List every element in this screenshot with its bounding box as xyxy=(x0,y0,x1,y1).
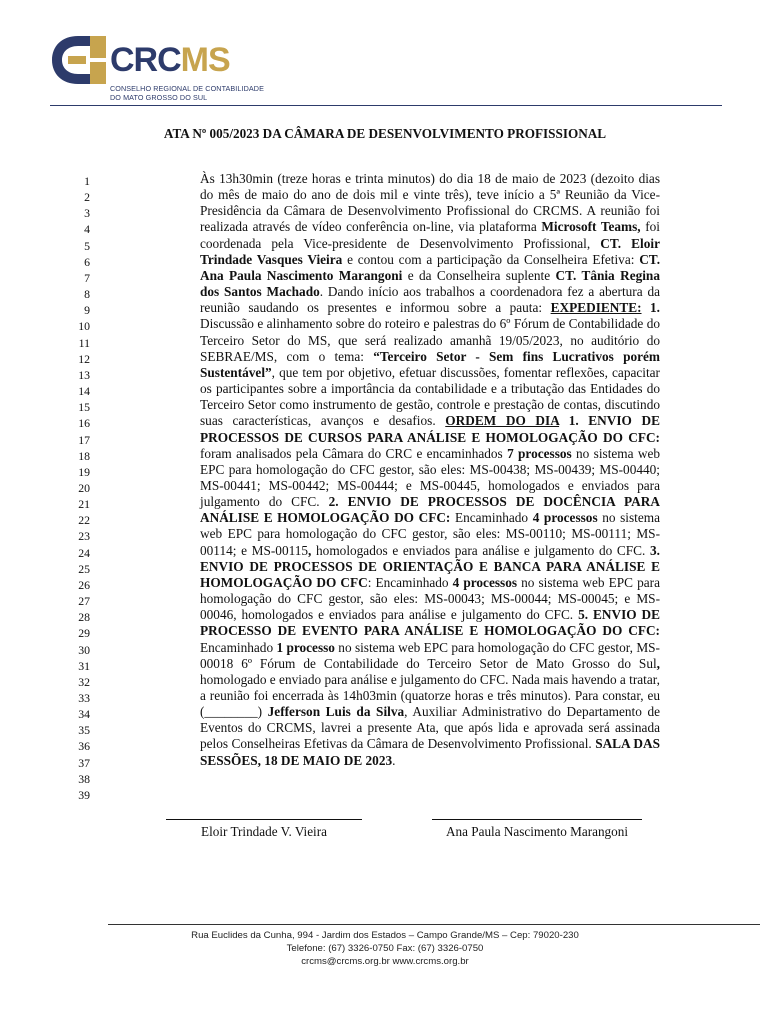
body-text: . Dando início aos trabalhos a coordenadora fez a abertura da reunião saudando os presentes e informou sobre a pauta: xyxy=(200,284,660,316)
line-number: 32 xyxy=(78,674,90,689)
body-bold: , xyxy=(308,542,312,558)
line-number: 20 xyxy=(78,480,90,495)
signature-block-right xyxy=(432,819,642,840)
line-number: 36 xyxy=(78,739,90,754)
line-number: 1 xyxy=(84,174,90,188)
body-text: : Encaminhado xyxy=(367,574,453,590)
minutes-body xyxy=(200,171,660,769)
body-text: Às 13h30min (treze horas e trinta minutos) do dia 18 de maio de 2023 (dezoito dias do mês de maio do ano de dois mil e vinte três), teve início a 5ª Reunião da Vice-Presidência da Câmara de Desenvolvimento Profissional do CRCMS. A reunião foi realizada através de vídeo conferência on-line, via plataforma xyxy=(200,171,660,235)
body-bold: 2. ENVIO DE PROCESSOS DE DOCÊNCIA PARA ANÁLISE E HOMOLOGAÇÃO DO CFC: xyxy=(200,494,660,526)
logo-subtitle-line-1: CONSELHO REGIONAL DE CONTABILIDADE xyxy=(110,84,264,93)
line-number: 2 xyxy=(84,190,90,205)
line-number: 21 xyxy=(78,497,90,512)
body-text: e da Conselheira suplente xyxy=(402,267,556,283)
body-bold-underline: EXPEDIENTE: xyxy=(550,300,642,316)
line-number: 29 xyxy=(78,626,90,641)
line-number: 35 xyxy=(78,723,90,738)
body-bold: Microsoft Teams, xyxy=(541,219,641,235)
line-number: 16 xyxy=(78,416,90,431)
line-number: 30 xyxy=(78,642,90,657)
body-text: foram analisados pela Câmara do CRC e encaminhados xyxy=(200,445,508,461)
line-number: 8 xyxy=(84,287,90,302)
line-number: 28 xyxy=(78,610,90,625)
line-number: 13 xyxy=(78,367,90,382)
body-bold: CT. Ana Paula Nascimento Marangoni xyxy=(200,251,661,283)
document-title: ATA Nº 005/2023 DA CÂMARA DE DESENVOLVIMENTO PROFISSIONAL xyxy=(163,126,607,141)
body-bold: CT. Tânia Regina dos Santos Machado xyxy=(200,267,660,300)
body-text: Discussão e alinhamento sobre do roteiro e palestras do 6º Fórum de Contabilidade do Terceiro Setor do MS, que será realizado amanhã 19/05/2023, no auditório do SEBRAE/MS, com o tema: xyxy=(200,316,660,364)
body-text: homologados e enviados para análise e julgamento do CFC. xyxy=(311,542,651,558)
footer-phones: Telefone: (67) 3326-0750 Fax: (67) 3326-0750 xyxy=(286,943,484,954)
logo-crc-text: CRC xyxy=(110,41,181,79)
body-text: . xyxy=(392,752,396,768)
signature-name: Eloir Trindade V. Vieira xyxy=(201,824,327,839)
line-number: 27 xyxy=(78,594,90,609)
body-bold: 5. ENVIO DE PROCESSO DE EVENTO PARA ANÁLISE E HOMOLOGAÇÃO DO CFC: xyxy=(200,607,660,639)
body-text: no sistema web EPC para homologação do CFC gestor, MS-00018 6º Fórum de Contabilidade do Terceiro Setor de Mato Grosso do Sul xyxy=(200,639,660,671)
line-number: 7 xyxy=(84,270,90,285)
body-text: foi coordenada pela Vice-presidente de Desenvolvimento Profissional, xyxy=(200,219,660,251)
line-number: 24 xyxy=(78,545,90,560)
line-number: 18 xyxy=(78,448,90,463)
line-number: 37 xyxy=(78,755,90,770)
body-bold: 1. xyxy=(641,300,661,316)
signature-name: Ana Paula Nascimento Marangoni xyxy=(445,824,628,839)
line-number: 33 xyxy=(78,691,90,705)
line-number: 3 xyxy=(84,206,90,221)
body-text: no sistema web EPC para homologação do CFC gestor, são eles: MS-00110; MS-00111; MS-00114; e MS-00115 xyxy=(200,510,661,558)
body-bold: SALA DAS SESSÕES, 18 DE MAIO DE 2023 xyxy=(200,736,660,768)
body-text: no sistema web EPC para homologação do CFC gestor, são eles: MS-00438; MS-00439; MS-00440; MS-00441; MS-00442; MS-00444; e MS-00445, homologados e enviados para julgamento do CFC. xyxy=(200,445,661,510)
body-bold: CT. Eloir Trindade Vasques Vieira xyxy=(200,235,660,267)
body-text: Encaminhado xyxy=(200,639,277,655)
body-text: , que tem por objetivo, efetuar discussões, fomentar reflexões, capacitar os participantes sobre a importância da contabilidade e a tributação das Entidades do Terceiro Setor como instrumento de gestão, controle e prestação de contas, discutindo suas características, avanços e desafios. xyxy=(200,364,660,429)
body-bold: 4 processos xyxy=(532,510,598,526)
line-number: 17 xyxy=(78,432,90,447)
signature-block-left xyxy=(166,819,362,840)
line-number: 14 xyxy=(78,384,90,399)
line-number: 22 xyxy=(78,513,90,528)
signature-line xyxy=(166,819,362,820)
body-bold: 4 processos xyxy=(452,574,518,590)
body-bold: 1. ENVIO DE PROCESSOS DE CURSOS PARA ANÁLISE E HOMOLOGAÇÃO DO CFC: xyxy=(200,413,660,445)
footer-contacts: crcms@crcms.org.br www.crcms.org.br xyxy=(301,956,469,967)
line-number: 12 xyxy=(78,351,90,366)
line-number: 26 xyxy=(78,577,90,592)
body-text: no sistema web EPC para homologação do CFC gestor, são eles: MS-00043; MS-00044; MS-00045; e MS-00046, homologados e enviados para análise e julgamento do CFC. xyxy=(200,574,660,623)
line-number: 9 xyxy=(84,303,90,318)
line-number: 31 xyxy=(78,658,90,673)
body-text: , Auxiliar Administrativo do Departamento de Eventos do CRCMS, lavrei a presente Ata, que após lida e aprovada será assinada pelos Conselheiras Efetivas da Câmara de Desenvolvimento Profissional. xyxy=(200,704,661,752)
line-number: 15 xyxy=(78,400,90,415)
line-number: 19 xyxy=(78,464,90,479)
line-number: 11 xyxy=(78,335,90,350)
line-number: 34 xyxy=(78,707,90,722)
line-numbers xyxy=(60,173,90,803)
body-bold: , xyxy=(656,655,660,671)
line-number: 4 xyxy=(84,222,90,237)
page-footer xyxy=(0,929,770,968)
line-number: 25 xyxy=(78,561,90,576)
body-bold: Jefferson Luis da Silva xyxy=(267,704,405,720)
logo-subtitle xyxy=(110,84,264,102)
body-bold: 7 processos xyxy=(507,445,572,461)
body-bold: 3. ENVIO DE PROCESSOS DE ORIENTAÇÃO E BANCA PARA ANÁLISE E HOMOLOGAÇÃO DO CFC xyxy=(200,542,660,590)
line-number: 38 xyxy=(78,771,90,786)
body-bold-underline: ORDEM DO DIA xyxy=(445,413,560,429)
line-number: 10 xyxy=(78,319,90,334)
logo-subtitle-line-2: DO MATO GROSSO DO SUL xyxy=(110,93,208,102)
header-divider xyxy=(50,105,722,106)
crcms-emblem-icon xyxy=(50,34,108,86)
crcms-logo xyxy=(50,34,270,108)
line-number: 5 xyxy=(84,238,90,253)
signature-line xyxy=(432,819,642,820)
body-bold: 1 processo xyxy=(276,639,335,655)
body-text: homologado e enviado para análise e julgamento do CFC. Nada mais havendo a tratar, a reunião foi encerrada às 14h03min (quatorze horas e três minutos). Para constar, eu (________) xyxy=(200,671,660,720)
footer-divider xyxy=(108,924,760,925)
body-text: e contou com a participação da Conselheira Efetiva: xyxy=(342,251,640,267)
footer-address: Rua Euclides da Cunha, 994 - Jardim dos Estados – Campo Grande/MS – Cep: 79020-230 xyxy=(191,930,579,941)
logo-wordmark xyxy=(110,40,230,80)
line-number: 6 xyxy=(84,254,90,269)
body-bold: “Terceiro Setor - Sem fins Lucrativos porém Sustentável” xyxy=(200,348,660,380)
body-text: Encaminhado xyxy=(450,510,533,526)
line-number: 23 xyxy=(78,529,90,544)
logo-ms-text: MS xyxy=(180,41,230,79)
line-number: 39 xyxy=(78,787,90,802)
